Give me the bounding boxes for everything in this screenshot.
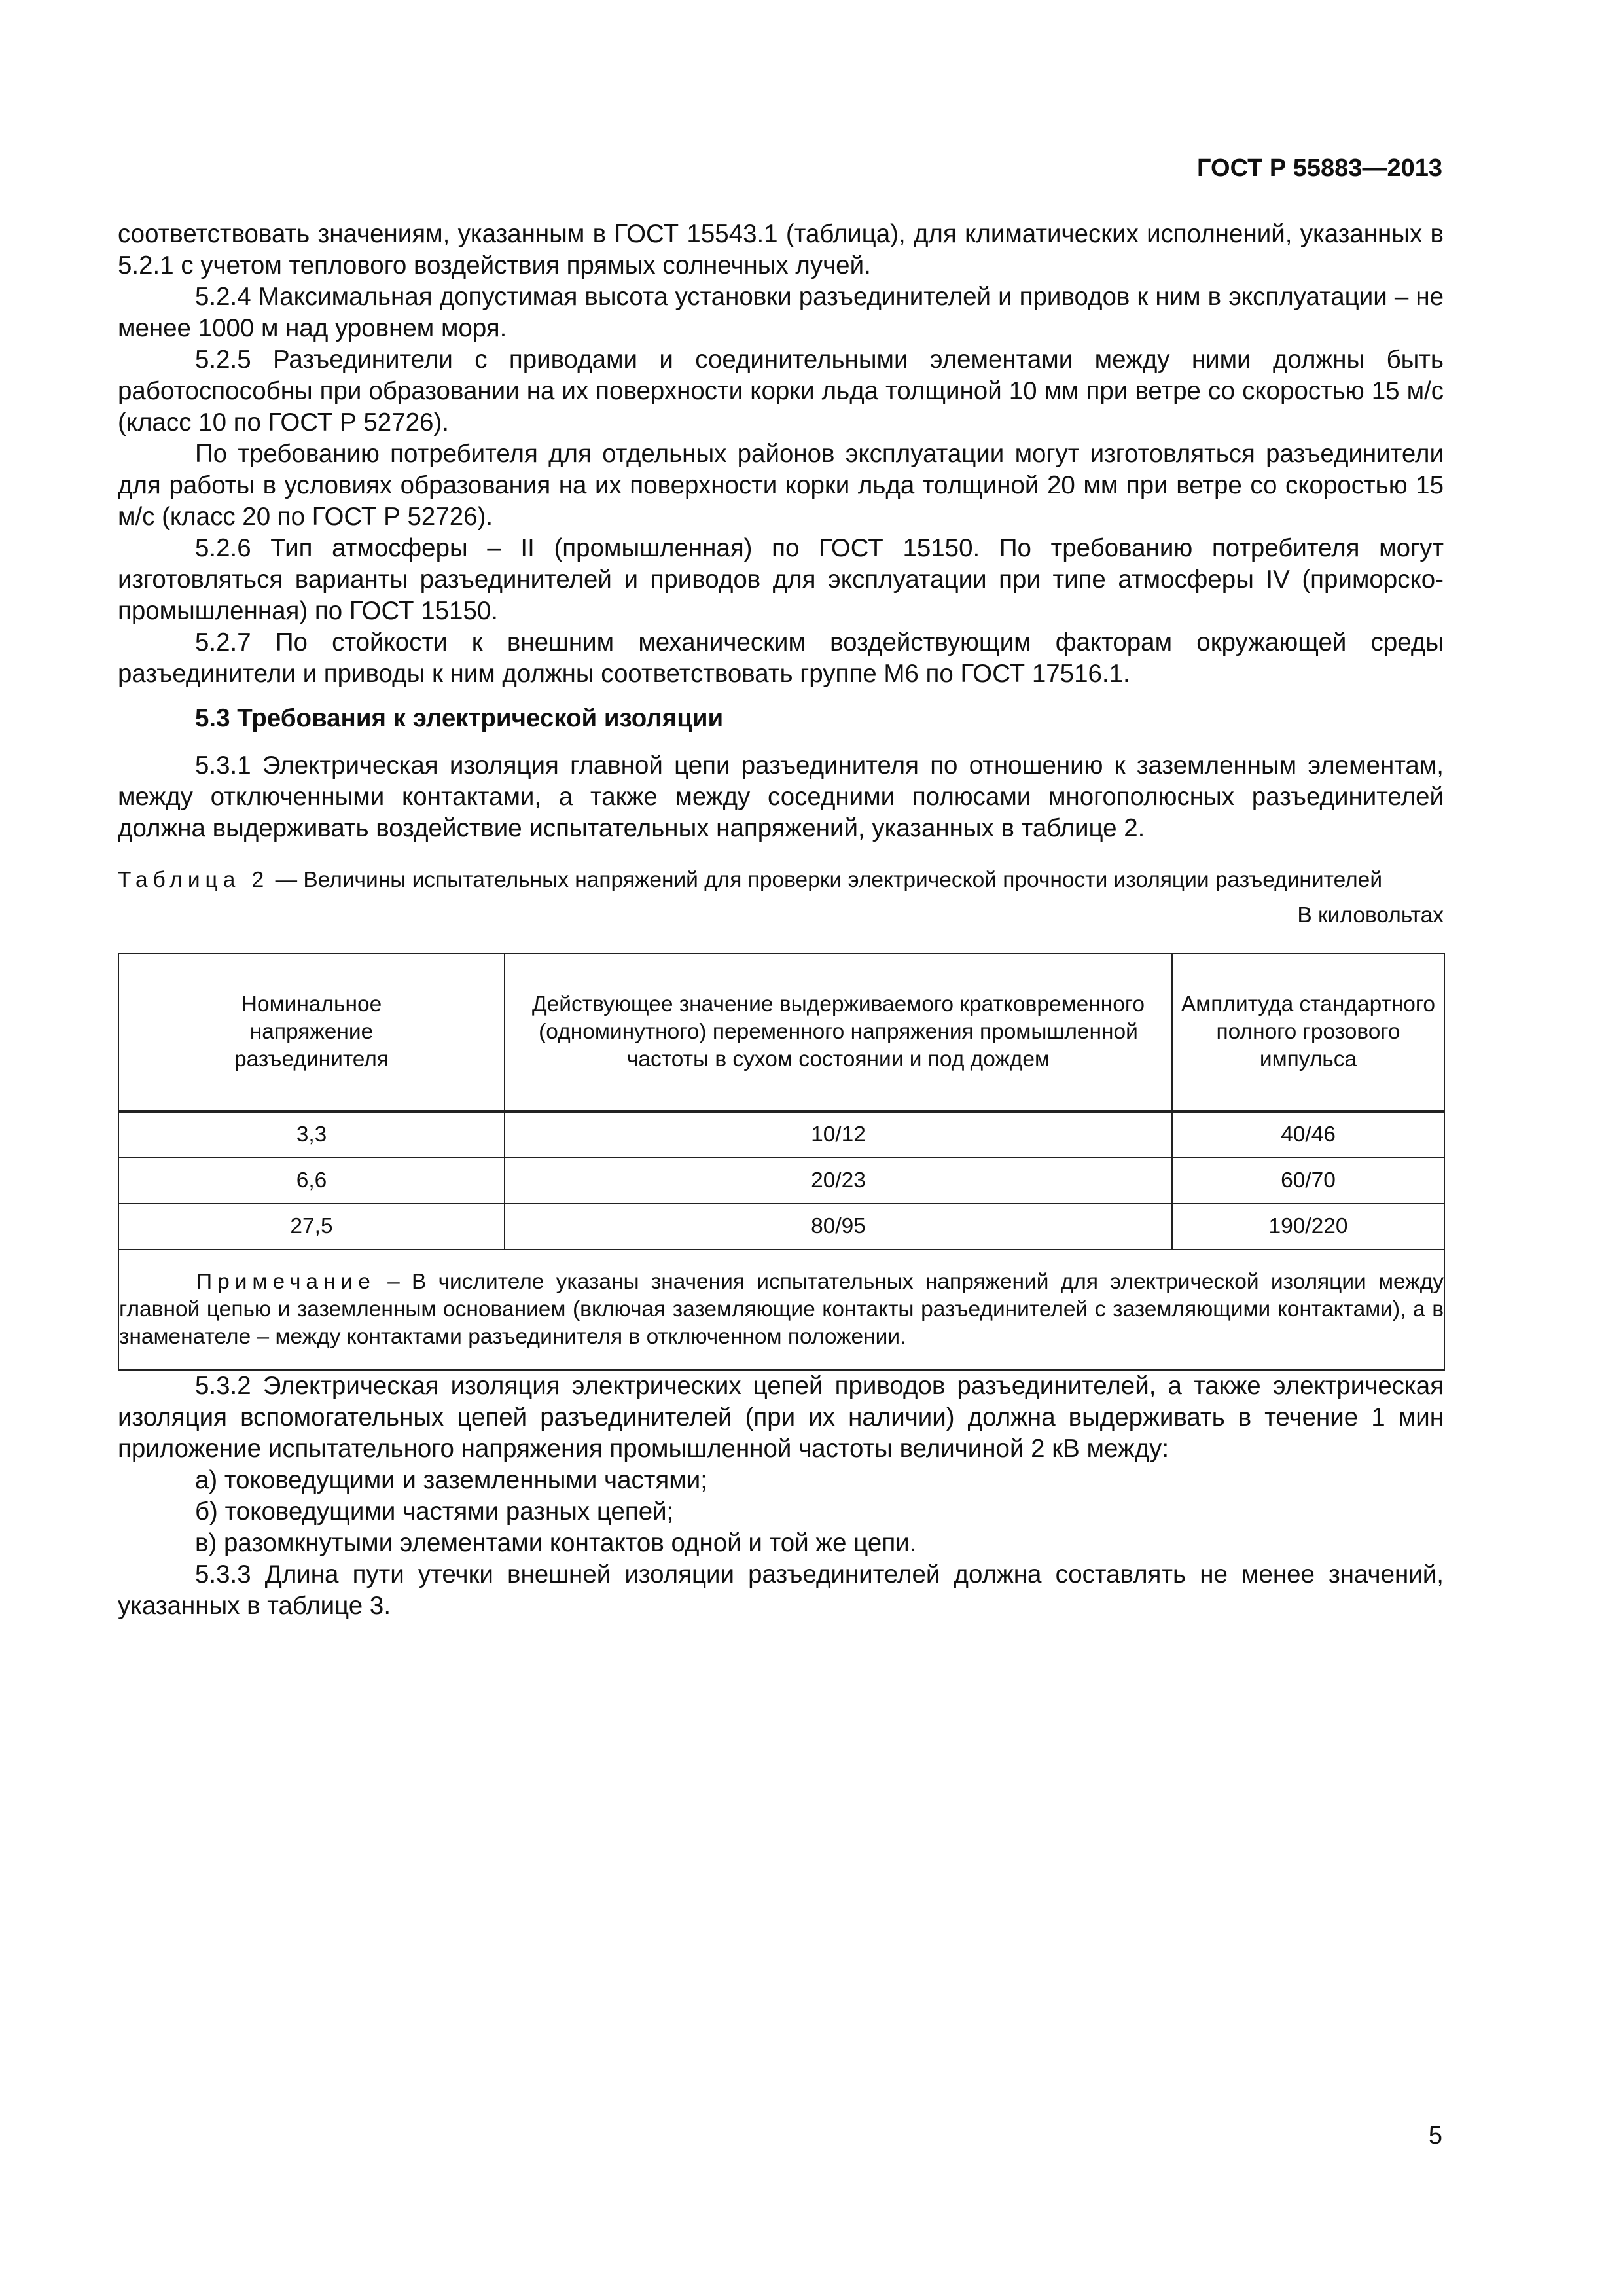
paragraph-continuation: соответствовать значениям, указанным в ГОСТ 15543.1 (таблица), для климатических исполнений, указанных в 5.2.1 с учетом теплового воздействия прямых солнечных лучей. — [118, 220, 1444, 279]
test-voltage-table — [118, 953, 1445, 1371]
table-row — [118, 1204, 1444, 1249]
page-body — [118, 219, 1444, 1622]
table-caption-text: — Величины испытательных напряжений для проверки электрической прочности изоляции разъединителей — [269, 868, 1383, 892]
page-number: 5 — [1428, 2122, 1442, 2149]
header-impulse: Амплитуда стандартного полного грозового импульса — [1172, 954, 1444, 1111]
paragraph-5-2-5: 5.2.5 Разъединители с приводами и соединительными элементами между ними должны быть работоспособны при образовании на их поверхности корки льда толщиной 10 мм при ветре со скоростью 15 м/с (класс 10 по ГОСТ Р 52726). — [118, 346, 1444, 437]
document-header: ГОСТ Р 55883—2013 — [1197, 154, 1442, 182]
cell-nominal: 6,6 — [118, 1158, 505, 1204]
note-label: Примечание — [196, 1270, 376, 1294]
list-item: б) токоведущими частями разных цепей; — [195, 1498, 674, 1526]
list-item: в) разомкнутыми элементами контактов одной и той же цепи. — [195, 1529, 917, 1557]
cell-ac: 80/95 — [505, 1204, 1172, 1249]
paragraph-5-2-4: 5.2.4 Максимальная допустимая высота установки разъединителей и приводов к ним в эксплуатации – не менее 1000 м над уровнем моря. — [118, 283, 1444, 342]
cell-ac: 20/23 — [505, 1158, 1172, 1204]
header-ac-withstand: Действующее значение выдерживаемого кратковременного (одноминутного) переменного напряжения промышленной частоты в сухом состоянии и под дождем — [505, 954, 1172, 1111]
header-nominal-voltage: Номинальное напряжение разъединителя — [118, 954, 505, 1111]
paragraph-5-3-3: 5.3.3 Длина пути утечки внешней изоляции разъединителей должна составлять не менее значений, указанных в таблице 3. — [118, 1560, 1444, 1620]
table-row — [118, 1111, 1444, 1158]
table-caption-label: Таблица 2 — [118, 868, 270, 892]
cell-impulse: 60/70 — [1172, 1158, 1444, 1204]
table-header-row — [118, 954, 1444, 1111]
table-note-row — [118, 1249, 1444, 1370]
section-title: 5.3 Требования к электрической изоляции — [195, 704, 724, 732]
table-row — [118, 1158, 1444, 1204]
table-units: В киловольтах — [1297, 903, 1444, 927]
paragraph-5-3-2: 5.3.2 Электрическая изоляция электрических цепей приводов разъединителей, а также электрическая изоляция вспомогательных цепей разъединителей (при их наличии) должна выдерживать в течение 1 мин приложение испытательного напряжения промышленной частоты величиной 2 кВ между: — [118, 1372, 1444, 1463]
paragraph-5-2-5-ice: По требованию потребителя для отдельных районов эксплуатации могут изготовляться разъединители для работы в условиях образования на их поверхности корки льда толщиной 20 мм при ветре со скоростью 15 м/с (класс 20 по ГОСТ Р 52726). — [118, 440, 1444, 531]
cell-nominal: 3,3 — [118, 1111, 505, 1158]
cell-impulse: 190/220 — [1172, 1204, 1444, 1249]
paragraph-5-2-7: 5.2.7 По стойкости к внешним механическим воздействующим факторам окружающей среды разъединители и приводы к ним должны соответствовать группе М6 по ГОСТ 17516.1. — [118, 628, 1444, 688]
cell-nominal: 27,5 — [118, 1204, 505, 1249]
table-caption — [118, 867, 1444, 894]
list-5-3-2 — [118, 1465, 1444, 1559]
list-item: а) токоведущими и заземленными частями; — [195, 1466, 707, 1494]
cell-ac: 10/12 — [505, 1111, 1172, 1158]
paragraph-5-3-1: 5.3.1 Электрическая изоляция главной цепи разъединителя по отношению к заземленным элементам, между отключенными контактами, а также между соседними полюсами многополюсных разъединителей должна выдерживать воздействие испытательных напряжений, указанных в таблице 2. — [118, 751, 1444, 842]
paragraph-5-2-6: 5.2.6 Тип атмосферы – II (промышленная) по ГОСТ 15150. По требованию потребителя могут изготовляться варианты разъединителей и приводов для эксплуатации при типе атмосферы IV (приморско-промышленная) по ГОСТ 15150. — [118, 534, 1444, 625]
table-note — [118, 1249, 1444, 1370]
cell-impulse: 40/46 — [1172, 1111, 1444, 1158]
note-text: – В числителе указаны значения испытательных напряжений для электрической изоляции между главной цепью и заземленным основанием (включая заземляющие контакты разъединителей с заземляющими контактами), а в знаменателе – между контактами разъединителя в отключенном положении. — [119, 1270, 1444, 1349]
